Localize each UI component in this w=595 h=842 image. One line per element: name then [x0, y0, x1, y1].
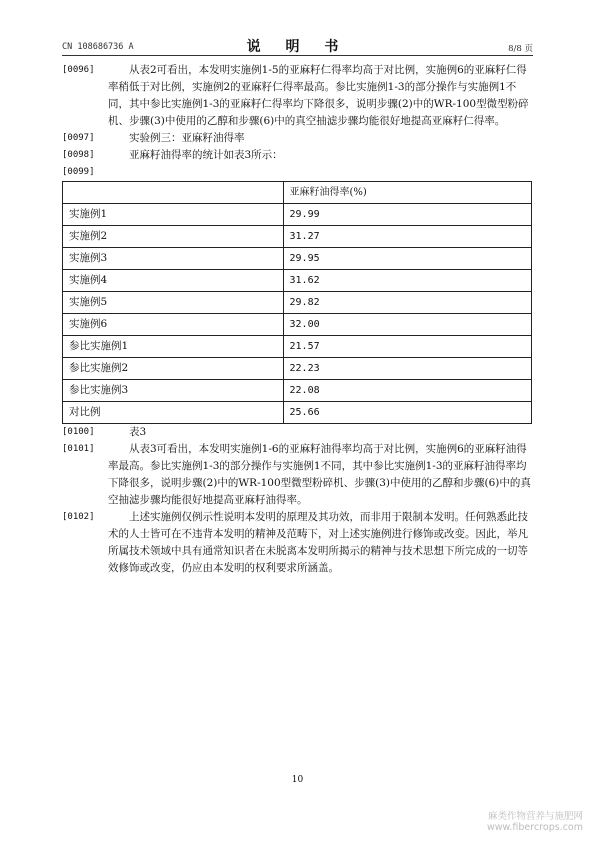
paragraph-text: 实验例三：亚麻籽油得率 — [108, 132, 245, 144]
table-cell-sample: 对比例 — [63, 402, 284, 424]
document-title: 说 明 书 — [246, 39, 349, 55]
table-cell-value: 29.99 — [283, 204, 531, 226]
paragraph-0097 — [62, 130, 532, 147]
paragraph-text: 亚麻籽油得率的统计如表3所示： — [108, 149, 283, 161]
paragraph-number: [0102] — [62, 512, 95, 522]
paragraph-0096 — [62, 62, 532, 130]
table-header-cell — [63, 182, 284, 204]
oil-yield-table — [62, 181, 532, 424]
paragraph-text: 从表2可看出，本发明实施例1-5的亚麻籽仁得率均高于对比例，实施例6的亚麻籽仁得率稍低于对比例，实施例2的亚麻籽仁得率最高。参比实施例1-3的部分操作与实施例1不同，其中参比实施例1-3的亚麻籽仁得率均下降很多，说明步骤(2)中的WR-100型微型粉碎机、步骤(3)中使用的乙醇和步骤(6)中的真空抽滤步骤均能很好地提高亚麻籽仁得率。 — [108, 64, 529, 127]
table-cell-value: 21.57 — [283, 336, 531, 358]
table-row — [63, 204, 532, 226]
paragraph-text: 上述实施例仅例示性说明本发明的原理及其功效，而非用于限制本发明。任何熟悉此技术的人士皆可在不违背本发明的精神及范畴下，对上述实施例进行修饰或改变。因此，举凡所属技术领域中具有通常知识者在未脱离本发明所揭示的精神与技术思想下所完成的一切等效修饰或改变，仍应由本发明的权利要求所涵盖。 — [108, 511, 528, 574]
paragraph-0098 — [62, 147, 532, 164]
table-row — [63, 358, 532, 380]
page-header — [0, 0, 595, 56]
table-cell-value: 25.66 — [283, 402, 531, 424]
table-cell-sample: 参比实施例1 — [63, 336, 284, 358]
table-cell-sample: 实施例5 — [63, 292, 284, 314]
page-info: 8/8 页 — [508, 44, 533, 54]
table-cell-value: 29.82 — [283, 292, 531, 314]
table-cell-value: 29.95 — [283, 248, 531, 270]
table-row — [63, 314, 532, 336]
table-cell-value: 22.23 — [283, 358, 531, 380]
table-cell-sample: 参比实施例3 — [63, 380, 284, 402]
table-cell-sample: 实施例6 — [63, 314, 284, 336]
table-cell-value: 22.08 — [283, 380, 531, 402]
watermark-site-name: 麻类作物营养与施肥网 — [487, 811, 583, 822]
table-header-row — [63, 182, 532, 204]
paragraph-number: [0096] — [62, 65, 95, 75]
paragraph-0101 — [62, 441, 532, 509]
table-cell-sample: 实施例3 — [63, 248, 284, 270]
table-cell-sample: 实施例4 — [63, 270, 284, 292]
paragraph-text: 从表3可看出，本发明实施例1-6的亚麻籽油得率均高于对比例，实施例6的亚麻籽油得率最高。参比实施例1-3的部分操作与实施例1不同，其中参比实施例1-3的亚麻籽油得率均下降很多，说明步骤(2)中的WR-100型微型粉碎机、步骤(3)中使用的乙醇和步骤(6)中的真空抽滤步骤均能很好地提高亚麻籽油得率。 — [108, 443, 531, 506]
table-header-cell: 亚麻籽油得率(%) — [283, 182, 531, 204]
paragraph-0102 — [62, 509, 532, 577]
watermark-url: www.fibercrops.com — [486, 822, 583, 833]
paragraph-number: [0099] — [62, 167, 95, 177]
paragraph-number: [0100] — [62, 427, 95, 437]
paragraph-0099 — [62, 164, 532, 181]
table-caption: 表3 — [108, 426, 147, 438]
paragraph-number: [0101] — [62, 444, 95, 454]
table-row — [63, 270, 532, 292]
page-number: 10 — [291, 775, 304, 785]
table-row — [63, 292, 532, 314]
paragraph-0100 — [62, 424, 532, 441]
table-cell-value: 31.27 — [283, 226, 531, 248]
paragraph-number: [0098] — [62, 150, 95, 160]
table-cell-value: 31.62 — [283, 270, 531, 292]
table-cell-value: 32.00 — [283, 314, 531, 336]
table-row — [63, 226, 532, 248]
table-row — [63, 248, 532, 270]
table-row — [63, 402, 532, 424]
table-cell-sample: 实施例1 — [63, 204, 284, 226]
publication-number: CN 108686736 A — [62, 42, 134, 52]
header-divider — [62, 55, 533, 56]
table-row — [63, 380, 532, 402]
table-row — [63, 336, 532, 358]
paragraph-number: [0097] — [62, 133, 95, 143]
table-cell-sample: 实施例2 — [63, 226, 284, 248]
document-body — [62, 62, 532, 577]
table-cell-sample: 参比实施例2 — [63, 358, 284, 380]
